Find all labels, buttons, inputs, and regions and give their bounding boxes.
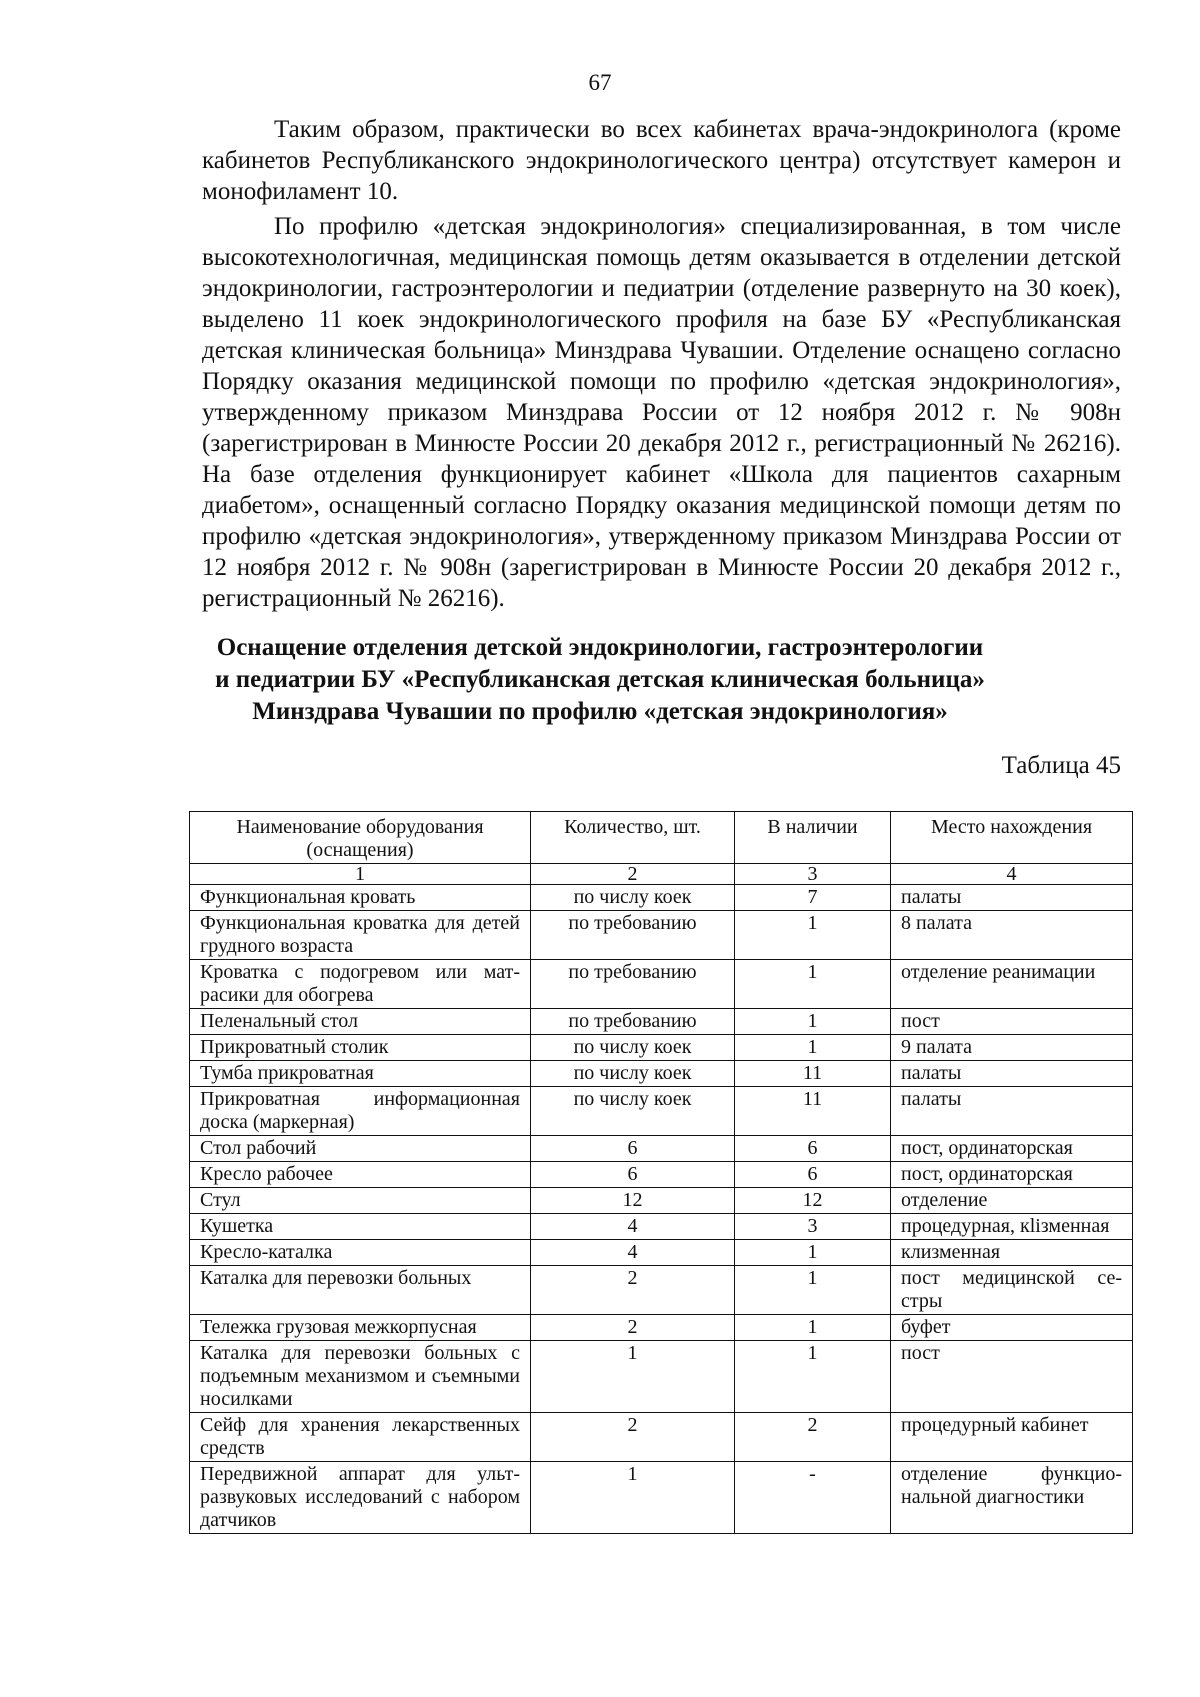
row-quantity: по требованию	[531, 1009, 735, 1035]
table-row	[190, 1087, 1133, 1136]
row-available: 11	[735, 1087, 891, 1136]
row-equipment-name: Функциональная кровать	[190, 885, 531, 911]
row-available: -	[735, 1462, 891, 1534]
column-number: 2	[531, 864, 735, 885]
header-quantity: Количество, шт.	[531, 812, 735, 864]
row-equipment-name: Прикроватный столик	[190, 1035, 531, 1061]
row-equipment-name: Каталка для перевозки больных	[190, 1266, 531, 1315]
row-location: пост, ординаторская	[891, 1136, 1133, 1162]
row-quantity: 1	[531, 1341, 735, 1413]
paragraph-1: Таким образом, практически во всех кабинетах врача-эндокринолога (кроме кабинетов Республиканского эндокринологического центра) отсутствует камерон и монофиламент 10.	[202, 116, 1121, 205]
row-available: 3	[735, 1214, 891, 1240]
row-quantity: по требованию	[531, 960, 735, 1009]
row-quantity: 2	[531, 1315, 735, 1341]
body-text	[202, 114, 1121, 618]
table-row	[190, 1240, 1133, 1266]
table-row	[190, 1315, 1133, 1341]
table-header-row	[190, 812, 1133, 864]
header-available: В наличии	[735, 812, 891, 864]
table-row	[190, 1188, 1133, 1214]
row-location: клизменная	[891, 1240, 1133, 1266]
row-equipment-name: Прикроватная информационная доска (маркерная)	[190, 1087, 531, 1136]
row-equipment-name: Тележка грузовая межкорпусная	[190, 1315, 531, 1341]
row-quantity: по числу коек	[531, 1035, 735, 1061]
row-available: 1	[735, 1341, 891, 1413]
row-location: пост	[891, 1009, 1133, 1035]
row-equipment-name: Кроватка с подогревом или матрасики для обогрева	[190, 960, 531, 1009]
table-row	[190, 1214, 1133, 1240]
row-available: 1	[735, 1266, 891, 1315]
table-row	[190, 1162, 1133, 1188]
row-location: пост медицинской сестры	[891, 1266, 1133, 1315]
table-row	[190, 1462, 1133, 1534]
row-equipment-name: Стул	[190, 1188, 531, 1214]
heading-line-1: Оснащение отделения детской эндокринологии, гастроэнтерологии	[216, 634, 984, 661]
table-row	[190, 885, 1133, 911]
row-location: отделение	[891, 1188, 1133, 1214]
row-available: 1	[735, 1009, 891, 1035]
equipment-table	[189, 811, 1133, 1534]
row-quantity: 6	[531, 1162, 735, 1188]
row-quantity: 6	[531, 1136, 735, 1162]
header-equipment-name: Наименование оборудования (оснащения)	[190, 812, 531, 864]
header-location: Место нахождения	[891, 812, 1133, 864]
row-equipment-name: Сейф для хранения лекарственных средств	[190, 1413, 531, 1462]
table-row	[190, 1009, 1133, 1035]
row-available: 1	[735, 1035, 891, 1061]
row-equipment-name: Передвижной аппарат для ультразвуковых исследований с набором датчиков	[190, 1462, 531, 1534]
row-available: 12	[735, 1188, 891, 1214]
row-available: 1	[735, 960, 891, 1009]
table-row	[190, 1341, 1133, 1413]
row-quantity: по числу коек	[531, 1087, 735, 1136]
heading-line-3: Минздрава Чувашии по профилю «детская эндокринология»	[252, 698, 948, 725]
column-number: 4	[891, 864, 1133, 885]
table-row	[190, 911, 1133, 960]
table-row	[190, 1136, 1133, 1162]
heading-line-2: и педиатрии БУ «Республиканская детская клиническая больница»	[215, 666, 985, 693]
row-equipment-name: Кресло рабочее	[190, 1162, 531, 1188]
row-available: 11	[735, 1061, 891, 1087]
row-location: палаты	[891, 1087, 1133, 1136]
row-quantity: 2	[531, 1266, 735, 1315]
table-row	[190, 1035, 1133, 1061]
row-quantity: 4	[531, 1240, 735, 1266]
row-quantity: 1	[531, 1462, 735, 1534]
row-available: 6	[735, 1136, 891, 1162]
table-row	[190, 1061, 1133, 1087]
row-quantity: 2	[531, 1413, 735, 1462]
row-quantity: 4	[531, 1214, 735, 1240]
row-location: 9 палата	[891, 1035, 1133, 1061]
row-available: 2	[735, 1413, 891, 1462]
row-location: палаты	[891, 1061, 1133, 1087]
row-equipment-name: Кушетка	[190, 1214, 531, 1240]
row-available: 1	[735, 1315, 891, 1341]
column-number-row	[190, 864, 1133, 885]
row-equipment-name: Тумба прикроватная	[190, 1061, 531, 1087]
row-location: буфет	[891, 1315, 1133, 1341]
row-quantity: по числу коек	[531, 1061, 735, 1087]
page-number: 67	[588, 70, 612, 95]
row-available: 7	[735, 885, 891, 911]
row-location: процедурная, кliзменная	[891, 1214, 1133, 1240]
row-available: 1	[735, 1240, 891, 1266]
row-location: 8 палата	[891, 911, 1133, 960]
row-equipment-name: Каталка для перевозки больных с подъемным механизмом и съемными носилками	[190, 1341, 531, 1413]
row-equipment-name: Кресло-каталка	[190, 1240, 531, 1266]
row-quantity: по числу коек	[531, 885, 735, 911]
table-row	[190, 1266, 1133, 1315]
row-location: отделение функциональной диагностики	[891, 1462, 1133, 1534]
table-row	[190, 1413, 1133, 1462]
row-location: отделение реанимации	[891, 960, 1133, 1009]
table-heading	[150, 632, 1050, 728]
row-equipment-name: Функциональная кроватка для детей грудного возраста	[190, 911, 531, 960]
paragraph-2: По профилю «детская эндокринология» специализированная, в том числе высокотехнологичная, медицинская помощь детям оказывается в отделении детской эндокринологии, гастроэнтерологии и педиатрии (отделение развернуто на 30 коек), выделено 11 коек эндокринологического профиля на базе БУ «Республиканская детская клиническая больница» Минздрава Чувашии. Отделение оснащено согласно Порядку оказания медицинской помощи по профилю «детская эндокринология», утвержденному приказом Минздрава России от 12 ноября 2012 г. № 908н (зарегистрирован в Минюсте России 20 декабря 2012 г., регистрационный № 26216). На базе отделения функционирует кабинет «Школа для пациентов сахарным диабетом», оснащенный согласно Порядку оказания медицинской помощи детям по профилю «детская эндокринология», утвержденному приказом Минздрава России от 12 ноября 2012 г. № 908н (зарегистрирован в Минюсте России 20 декабря 2012 г., регистрационный № 26216).	[202, 213, 1121, 612]
row-location: пост, ординаторская	[891, 1162, 1133, 1188]
row-location: палаты	[891, 885, 1133, 911]
row-equipment-name: Стол рабочий	[190, 1136, 531, 1162]
table-row	[190, 960, 1133, 1009]
row-quantity: по требованию	[531, 911, 735, 960]
row-available: 1	[735, 911, 891, 960]
column-number: 1	[190, 864, 531, 885]
row-available: 6	[735, 1162, 891, 1188]
row-equipment-name: Пеленальный стол	[190, 1009, 531, 1035]
table-caption: Таблица 45	[1001, 752, 1121, 779]
row-location: процедурный кабинет	[891, 1413, 1133, 1462]
row-location: пост	[891, 1341, 1133, 1413]
row-quantity: 12	[531, 1188, 735, 1214]
column-number: 3	[735, 864, 891, 885]
